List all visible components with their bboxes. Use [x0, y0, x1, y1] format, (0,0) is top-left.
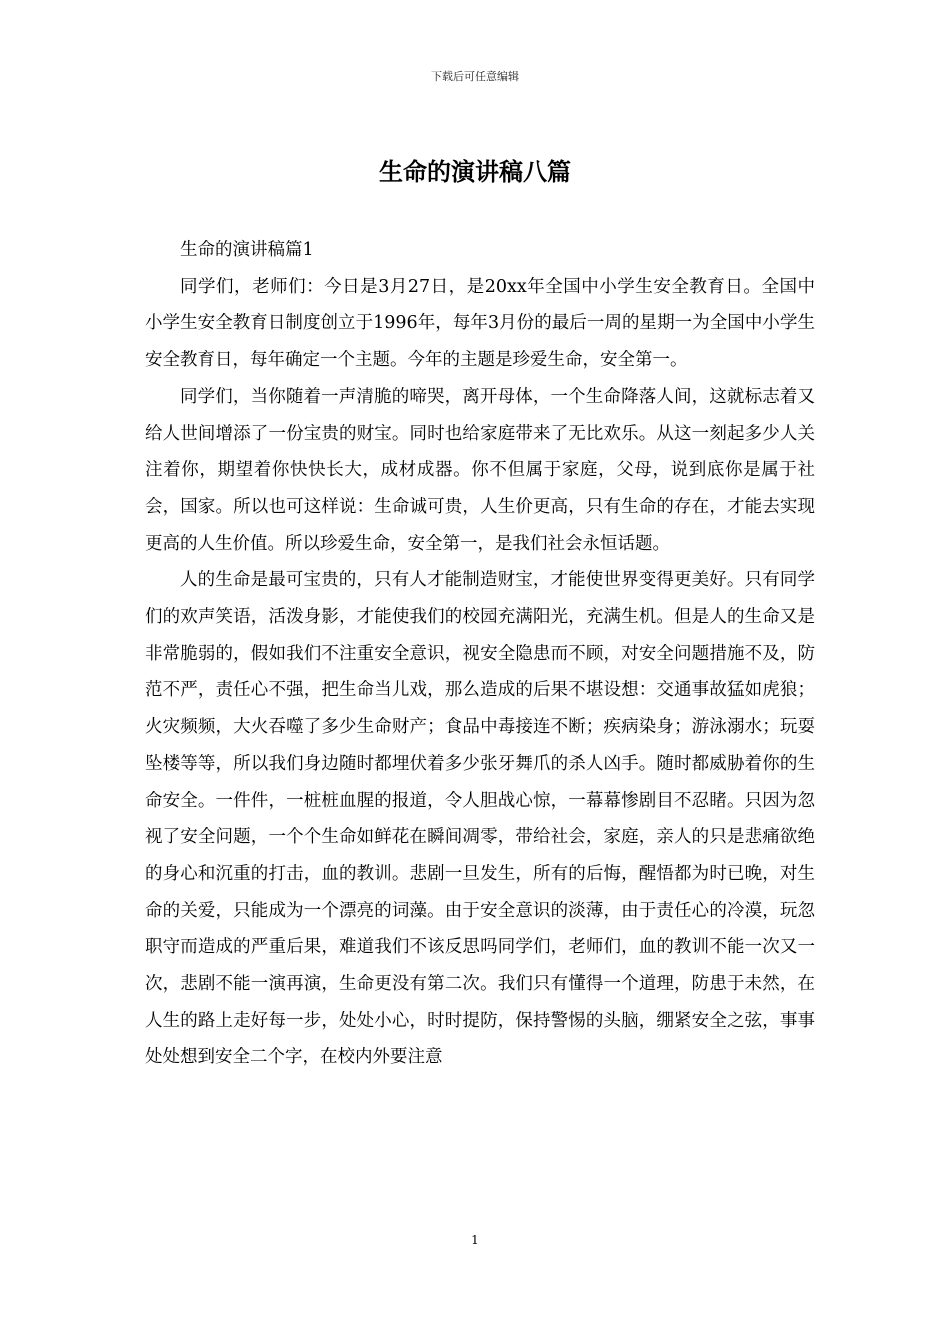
document-body	[145, 232, 815, 1076]
page-number: 1	[471, 1233, 479, 1247]
section-heading: 生命的演讲稿篇1	[180, 240, 314, 260]
header-note: 下载后可任意编辑	[431, 70, 519, 83]
document-title: 生命的演讲稿八篇	[379, 157, 571, 186]
paragraph: 同学们，老师们：今日是3月27日，是20xx年全国中小学生安全教育日。全国中小学生安全教育日制度创立于1996年，每年3月份的最后一周的星期一为全国中小学生安全教育日，每年确定一个主题。今年的主题是珍爱生命，安全第一。	[145, 276, 815, 371]
paragraph: 同学们，当你随着一声清脆的啼哭，离开母体，一个生命降落人间，这就标志着又给人世间增添了一份宝贵的财宝。同时也给家庭带来了无比欢乐。从这一刻起多少人关注着你，期望着你快快长大，成材成器。你不但属于家庭，父母，说到底你是属于社会，国家。所以也可这样说：生命诚可贵，人生价更高，只有生命的存在，才能去实现更高的人生价值。所以珍爱生命，安全第一，是我们社会永恒话题。	[145, 386, 815, 554]
paragraph: 人的生命是最可宝贵的，只有人才能制造财宝，才能使世界变得更美好。只有同学们的欢声笑语，活泼身影，才能使我们的校园充满阳光，充满生机。但是人的生命又是非常脆弱的，假如我们不注重安全意识，视安全隐患而不顾，对安全问题措施不及，防范不严，责任心不强，把生命当儿戏，那么造成的后果不堪设想：交通事故猛如虎狼；火灾频频，大火吞噬了多少生命财产；食品中毒接连不断；疾病染身；游泳溺水；玩耍坠楼等等，所以我们身边随时都埋伏着多少张牙舞爪的杀人凶手。随时都威胁着你的生命安全。一件件，一桩桩血腥的报道，令人胆战心惊，一幕幕惨剧目不忍睹。只因为忽视了安全问题，一个个生命如鲜花在瞬间凋零，带给社会，家庭，亲人的只是悲痛欲绝的身心和沉重的打击，血的教训。悲剧一旦发生，所有的后悔，醒悟都为时已晚，对生命的关爱，只能成为一个漂亮的词藻。由于安全意识的淡薄，由于责任心的冷漠，玩忽职守而造成的严重后果，难道我们不该反思吗同学们，老师们，血的教训不能一次又一次，悲剧不能一演再演，生命更没有第二次。我们只有懂得一个道理，防患于未然，在人生的路上走好每一步，处处小心，时时提防，保持警惕的头脑，绷紧安全之弦，事事处处想到安全二个字，在校内外要注意	[145, 570, 815, 1068]
